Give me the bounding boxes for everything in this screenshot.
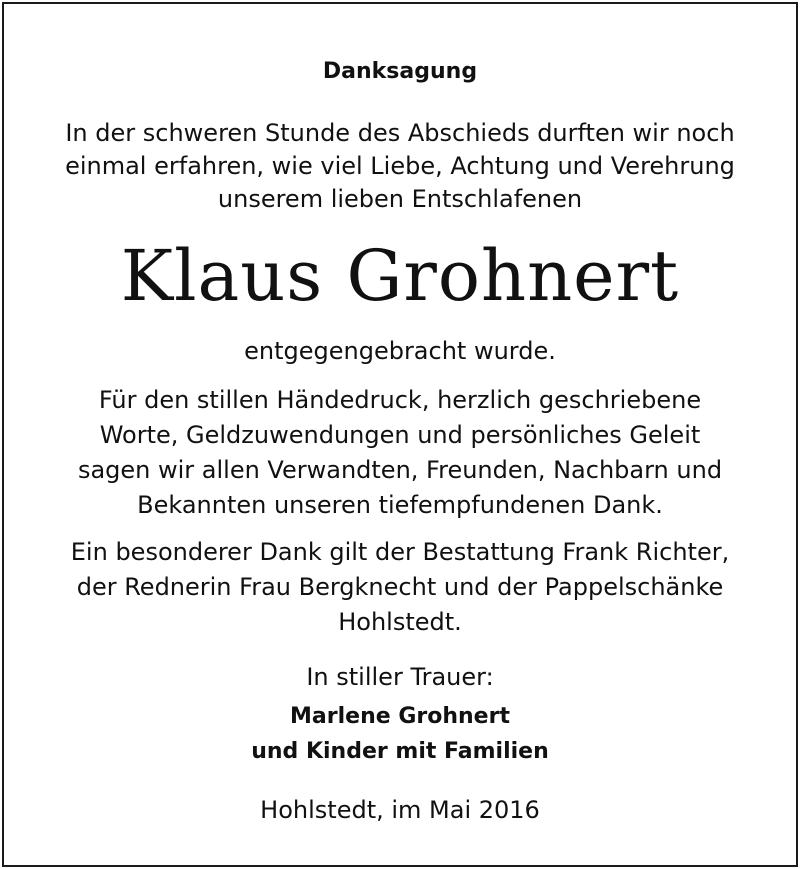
intro-line: unserem lieben Entschlafenen: [217, 185, 583, 213]
mourner-name: Marlene Grohnert: [290, 704, 510, 729]
deceased-name: Klaus Grohnert: [120, 235, 680, 317]
intro-line: In der schweren Stunde des Abschieds durften wir noch: [65, 119, 735, 147]
obituary-notice: [2, 2, 798, 867]
intro-text: [4, 117, 796, 216]
notice-title: Danksagung: [322, 59, 478, 84]
intro-line: einmal erfahren, wie viel Liebe, Achtung und Verehrung: [65, 152, 735, 180]
mourners-list: [4, 699, 796, 769]
special-thanks-text: [4, 535, 796, 640]
special-thanks-line: der Rednerin Frau Bergknecht und der Pappelschänke: [76, 573, 724, 601]
mourning-label: In stiller Trauer:: [306, 663, 494, 691]
thanks-line: Bekannten unseren tiefempfundenen Dank.: [137, 491, 663, 519]
thanks-line: sagen wir allen Verwandten, Freunden, Nachbarn und: [77, 456, 723, 484]
after-name-text: entgegengebracht wurde.: [244, 337, 556, 365]
thanks-line: Für den stillen Händedruck, herzlich geschriebene: [98, 386, 702, 414]
special-thanks-line: Hohlstedt.: [338, 608, 462, 636]
special-thanks-line: Ein besonderer Dank gilt der Bestattung Frank Richter,: [70, 538, 730, 566]
mourner-name: und Kinder mit Familien: [251, 739, 549, 764]
thanks-text: [4, 383, 796, 523]
thanks-line: Worte, Geldzuwendungen und persönliches Geleit: [99, 421, 701, 449]
place-date: Hohlstedt, im Mai 2016: [260, 796, 540, 824]
